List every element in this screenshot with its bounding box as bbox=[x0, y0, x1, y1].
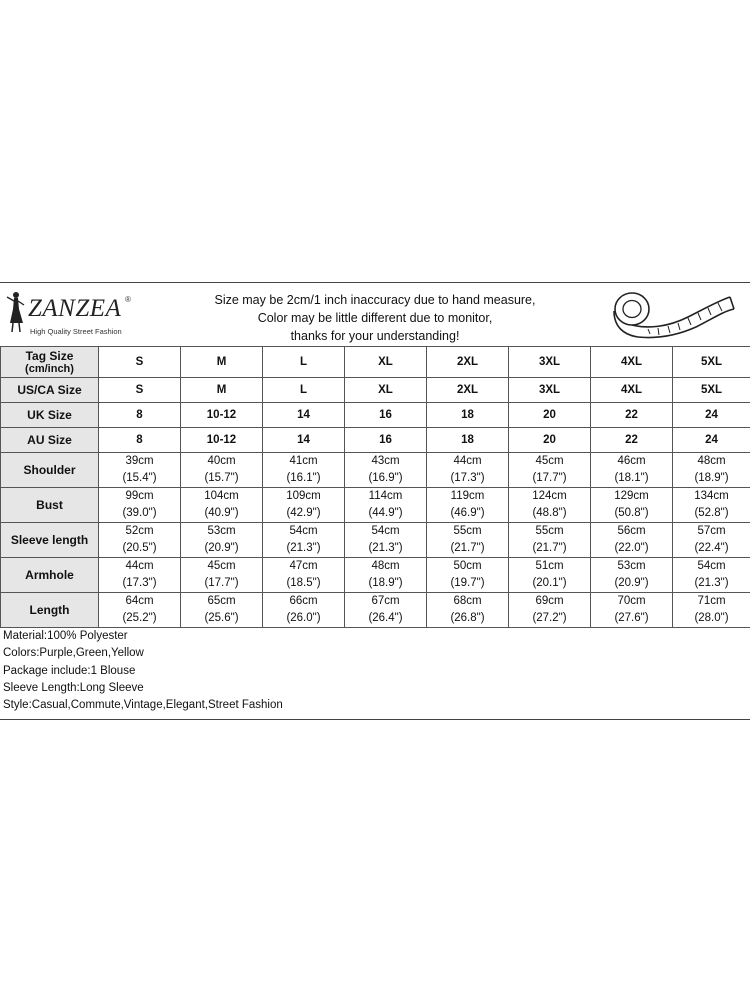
cell-inch-value: (18.1") bbox=[614, 472, 649, 484]
cell-cm-value: 50cm bbox=[453, 560, 482, 572]
table-cell bbox=[181, 558, 263, 593]
table-cell: 5XL bbox=[673, 347, 750, 378]
cell-inch-value: (22.4") bbox=[694, 542, 729, 554]
cell-cm-value: 54cm bbox=[697, 560, 726, 572]
table-cell: L bbox=[263, 378, 345, 403]
table-cell bbox=[99, 593, 181, 628]
cell-inch-value: (26.4") bbox=[368, 612, 403, 624]
measuring-tape-icon bbox=[608, 287, 738, 343]
table-cell bbox=[345, 593, 427, 628]
cell-inch-value: (46.9") bbox=[450, 507, 485, 519]
table-cell: 22 bbox=[591, 403, 673, 428]
table-cell: 8 bbox=[99, 428, 181, 453]
table-cell: S bbox=[99, 378, 181, 403]
cell-inch-value: (17.3") bbox=[450, 472, 485, 484]
brand-logo bbox=[4, 289, 144, 341]
table-cell bbox=[427, 523, 509, 558]
table-cell bbox=[427, 593, 509, 628]
cell-inch-value: (17.7") bbox=[532, 472, 567, 484]
product-details bbox=[3, 628, 283, 714]
table-row bbox=[1, 453, 750, 488]
cell-cm-value: 65cm bbox=[207, 595, 236, 607]
table-cell: 10-12 bbox=[181, 428, 263, 453]
row-header bbox=[1, 453, 99, 488]
table-cell: 2XL bbox=[427, 347, 509, 378]
cell-inch-value: (39.0") bbox=[122, 507, 157, 519]
table-cell: 18 bbox=[427, 428, 509, 453]
cell-inch-value: (25.2") bbox=[122, 612, 157, 624]
cell-cm-value: 99cm bbox=[125, 490, 154, 502]
table-cell: 16 bbox=[345, 403, 427, 428]
table-cell: XL bbox=[345, 378, 427, 403]
table-cell bbox=[99, 558, 181, 593]
table-cell: 16 bbox=[345, 428, 427, 453]
table-cell bbox=[427, 558, 509, 593]
table-row bbox=[1, 347, 750, 378]
cell-inch-value: (20.5") bbox=[122, 542, 157, 554]
cell-cm-value: 114cm bbox=[368, 490, 403, 502]
table-cell: 14 bbox=[263, 403, 345, 428]
cell-cm-value: 54cm bbox=[371, 525, 400, 537]
detail-material: Material:100% Polyester bbox=[3, 630, 128, 642]
table-cell: M bbox=[181, 378, 263, 403]
table-cell: M bbox=[181, 347, 263, 378]
cell-inch-value: (40.9") bbox=[204, 507, 239, 519]
detail-style: Style:Casual,Commute,Vintage,Elegant,Street Fashion bbox=[3, 699, 283, 712]
cell-cm-value: 53cm bbox=[207, 525, 236, 537]
cell-inch-value: (48.8") bbox=[532, 507, 567, 519]
cell-inch-value: (27.2") bbox=[532, 612, 567, 624]
cell-cm-value: 54cm bbox=[289, 525, 318, 537]
table-cell: 20 bbox=[509, 403, 591, 428]
cell-cm-value: 129cm bbox=[614, 490, 649, 502]
row-header-sublabel: (cm/inch) bbox=[25, 363, 74, 375]
cell-cm-value: 56cm bbox=[617, 525, 646, 537]
cell-cm-value: 66cm bbox=[289, 595, 318, 607]
table-cell bbox=[181, 453, 263, 488]
detail-colors: Colors:Purple,Green,Yellow bbox=[3, 647, 144, 660]
table-cell bbox=[509, 453, 591, 488]
cell-cm-value: 48cm bbox=[371, 560, 400, 572]
cell-cm-value: 41cm bbox=[289, 455, 318, 467]
table-cell: 22 bbox=[591, 428, 673, 453]
woman-silhouette-icon bbox=[4, 289, 26, 333]
table-cell: 3XL bbox=[509, 347, 591, 378]
cell-cm-value: 52cm bbox=[125, 525, 154, 537]
table-cell bbox=[345, 523, 427, 558]
table-cell bbox=[99, 523, 181, 558]
brand-tagline: High Quality Street Fashion bbox=[30, 327, 122, 336]
cell-inch-value: (18.5") bbox=[286, 577, 321, 589]
cell-cm-value: 68cm bbox=[453, 595, 482, 607]
cell-inch-value: (21.7") bbox=[450, 542, 485, 554]
cell-inch-value: (44.9") bbox=[368, 507, 403, 519]
table-row bbox=[1, 593, 750, 628]
cell-cm-value: 55cm bbox=[453, 525, 482, 537]
cell-inch-value: (18.9") bbox=[368, 577, 403, 589]
cell-inch-value: (16.9") bbox=[368, 472, 403, 484]
row-header-label: UK Size bbox=[27, 408, 72, 422]
table-cell bbox=[263, 488, 345, 523]
table-cell: XL bbox=[345, 347, 427, 378]
cell-inch-value: (18.9") bbox=[694, 472, 729, 484]
cell-inch-value: (21.3") bbox=[368, 542, 403, 554]
row-header bbox=[1, 347, 99, 378]
table-cell: 5XL bbox=[673, 378, 750, 403]
cell-cm-value: 44cm bbox=[125, 560, 154, 572]
table-cell: 3XL bbox=[509, 378, 591, 403]
table-row bbox=[1, 523, 750, 558]
table-cell: 24 bbox=[673, 403, 750, 428]
cell-inch-value: (52.8") bbox=[694, 507, 729, 519]
table-cell bbox=[673, 523, 750, 558]
cell-cm-value: 109cm bbox=[286, 490, 321, 502]
cell-inch-value: (19.7") bbox=[450, 577, 485, 589]
notice-line: thanks for your understanding! bbox=[290, 329, 460, 343]
cell-inch-value: (50.8") bbox=[614, 507, 649, 519]
detail-package: Package include:1 Blouse bbox=[3, 664, 136, 677]
table-cell: L bbox=[263, 347, 345, 378]
cell-inch-value: (21.3") bbox=[694, 577, 729, 589]
table-cell bbox=[263, 523, 345, 558]
table-cell bbox=[181, 593, 263, 628]
table-cell bbox=[427, 488, 509, 523]
table-cell bbox=[99, 453, 181, 488]
cell-cm-value: 64cm bbox=[125, 595, 154, 607]
table-cell bbox=[591, 488, 673, 523]
cell-inch-value: (26.0") bbox=[286, 612, 321, 624]
row-header bbox=[1, 403, 99, 428]
cell-cm-value: 57cm bbox=[697, 525, 726, 537]
table-cell bbox=[509, 523, 591, 558]
cell-cm-value: 70cm bbox=[617, 595, 646, 607]
cell-cm-value: 43cm bbox=[371, 455, 400, 467]
brand-name: ZANZEA bbox=[28, 295, 122, 322]
table-cell bbox=[263, 558, 345, 593]
table-cell: S bbox=[99, 347, 181, 378]
table-cell bbox=[509, 593, 591, 628]
row-header-label: Sleeve length bbox=[10, 532, 89, 547]
row-header-label: Armhole bbox=[25, 567, 74, 582]
table-cell bbox=[345, 453, 427, 488]
cell-cm-value: 71cm bbox=[697, 595, 726, 607]
table-cell bbox=[345, 558, 427, 593]
table-cell bbox=[509, 488, 591, 523]
cell-inch-value: (21.3") bbox=[286, 542, 321, 554]
table-cell bbox=[673, 488, 750, 523]
row-header-label: Length bbox=[29, 602, 70, 617]
table-cell bbox=[263, 593, 345, 628]
cell-inch-value: (17.3") bbox=[122, 577, 157, 589]
table-cell bbox=[427, 453, 509, 488]
row-header bbox=[1, 428, 99, 453]
cell-cm-value: 39cm bbox=[125, 455, 154, 467]
table-cell bbox=[673, 593, 750, 628]
detail-sleeve-length: Sleeve Length:Long Sleeve bbox=[3, 681, 144, 694]
cell-cm-value: 53cm bbox=[617, 560, 646, 572]
cell-cm-value: 45cm bbox=[535, 455, 564, 467]
cell-inch-value: (27.6") bbox=[614, 612, 649, 624]
cell-inch-value: (20.1") bbox=[532, 577, 567, 589]
row-header-label: Shoulder bbox=[23, 462, 76, 477]
notice-line: Color may be little different due to monitor, bbox=[257, 311, 493, 325]
table-row bbox=[1, 428, 750, 453]
cell-cm-value: 69cm bbox=[535, 595, 564, 607]
table-cell bbox=[99, 488, 181, 523]
cell-cm-value: 48cm bbox=[697, 455, 726, 467]
cell-inch-value: (20.9") bbox=[614, 577, 649, 589]
table-row bbox=[1, 488, 750, 523]
row-header bbox=[1, 523, 99, 558]
table-row bbox=[1, 378, 750, 403]
cell-inch-value: (21.7") bbox=[532, 542, 567, 554]
cell-cm-value: 40cm bbox=[207, 455, 236, 467]
cell-inch-value: (28.0") bbox=[694, 612, 729, 624]
cell-inch-value: (15.4") bbox=[122, 472, 157, 484]
row-header-label: Tag Size bbox=[25, 349, 74, 363]
table-row bbox=[1, 403, 750, 428]
table-cell: 14 bbox=[263, 428, 345, 453]
cell-inch-value: (17.7") bbox=[204, 577, 239, 589]
cell-inch-value: (25.6") bbox=[204, 612, 239, 624]
cell-cm-value: 46cm bbox=[617, 455, 646, 467]
cell-inch-value: (26.8") bbox=[450, 612, 485, 624]
cell-cm-value: 67cm bbox=[371, 595, 400, 607]
measurement-notice bbox=[170, 291, 580, 345]
size-chart bbox=[0, 282, 750, 720]
table-row bbox=[1, 558, 750, 593]
table-cell bbox=[345, 488, 427, 523]
cell-cm-value: 44cm bbox=[453, 455, 482, 467]
row-header bbox=[1, 593, 99, 628]
size-table bbox=[0, 346, 750, 628]
cell-inch-value: (15.7") bbox=[204, 472, 239, 484]
table-cell: 4XL bbox=[591, 347, 673, 378]
cell-cm-value: 134cm bbox=[694, 490, 729, 502]
row-header-label: AU Size bbox=[27, 433, 72, 447]
table-cell bbox=[591, 523, 673, 558]
table-cell: 2XL bbox=[427, 378, 509, 403]
table-cell bbox=[181, 488, 263, 523]
table-cell bbox=[591, 593, 673, 628]
cell-cm-value: 45cm bbox=[207, 560, 236, 572]
table-cell bbox=[263, 453, 345, 488]
cell-inch-value: (22.0") bbox=[614, 542, 649, 554]
cell-cm-value: 51cm bbox=[535, 560, 564, 572]
registered-mark: ® bbox=[125, 295, 131, 304]
table-cell bbox=[591, 558, 673, 593]
table-cell: 20 bbox=[509, 428, 591, 453]
notice-line: Size may be 2cm/1 inch inaccuracy due to hand measure, bbox=[214, 293, 536, 307]
row-header bbox=[1, 488, 99, 523]
cell-cm-value: 47cm bbox=[289, 560, 318, 572]
table-cell: 8 bbox=[99, 403, 181, 428]
table-cell bbox=[509, 558, 591, 593]
table-cell: 24 bbox=[673, 428, 750, 453]
table-cell: 4XL bbox=[591, 378, 673, 403]
cell-inch-value: (16.1") bbox=[286, 472, 321, 484]
row-header-label: Bust bbox=[36, 497, 63, 512]
cell-cm-value: 104cm bbox=[204, 490, 239, 502]
cell-inch-value: (20.9") bbox=[204, 542, 239, 554]
row-header bbox=[1, 378, 99, 403]
cell-cm-value: 55cm bbox=[535, 525, 564, 537]
table-cell bbox=[673, 558, 750, 593]
chart-header bbox=[0, 283, 750, 346]
cell-inch-value: (42.9") bbox=[286, 507, 321, 519]
row-header-label: US/CA Size bbox=[17, 383, 82, 397]
table-cell bbox=[673, 453, 750, 488]
cell-cm-value: 124cm bbox=[532, 490, 567, 502]
table-cell: 18 bbox=[427, 403, 509, 428]
table-cell bbox=[591, 453, 673, 488]
cell-cm-value: 119cm bbox=[450, 490, 485, 502]
table-cell: 10-12 bbox=[181, 403, 263, 428]
table-cell bbox=[181, 523, 263, 558]
row-header bbox=[1, 558, 99, 593]
